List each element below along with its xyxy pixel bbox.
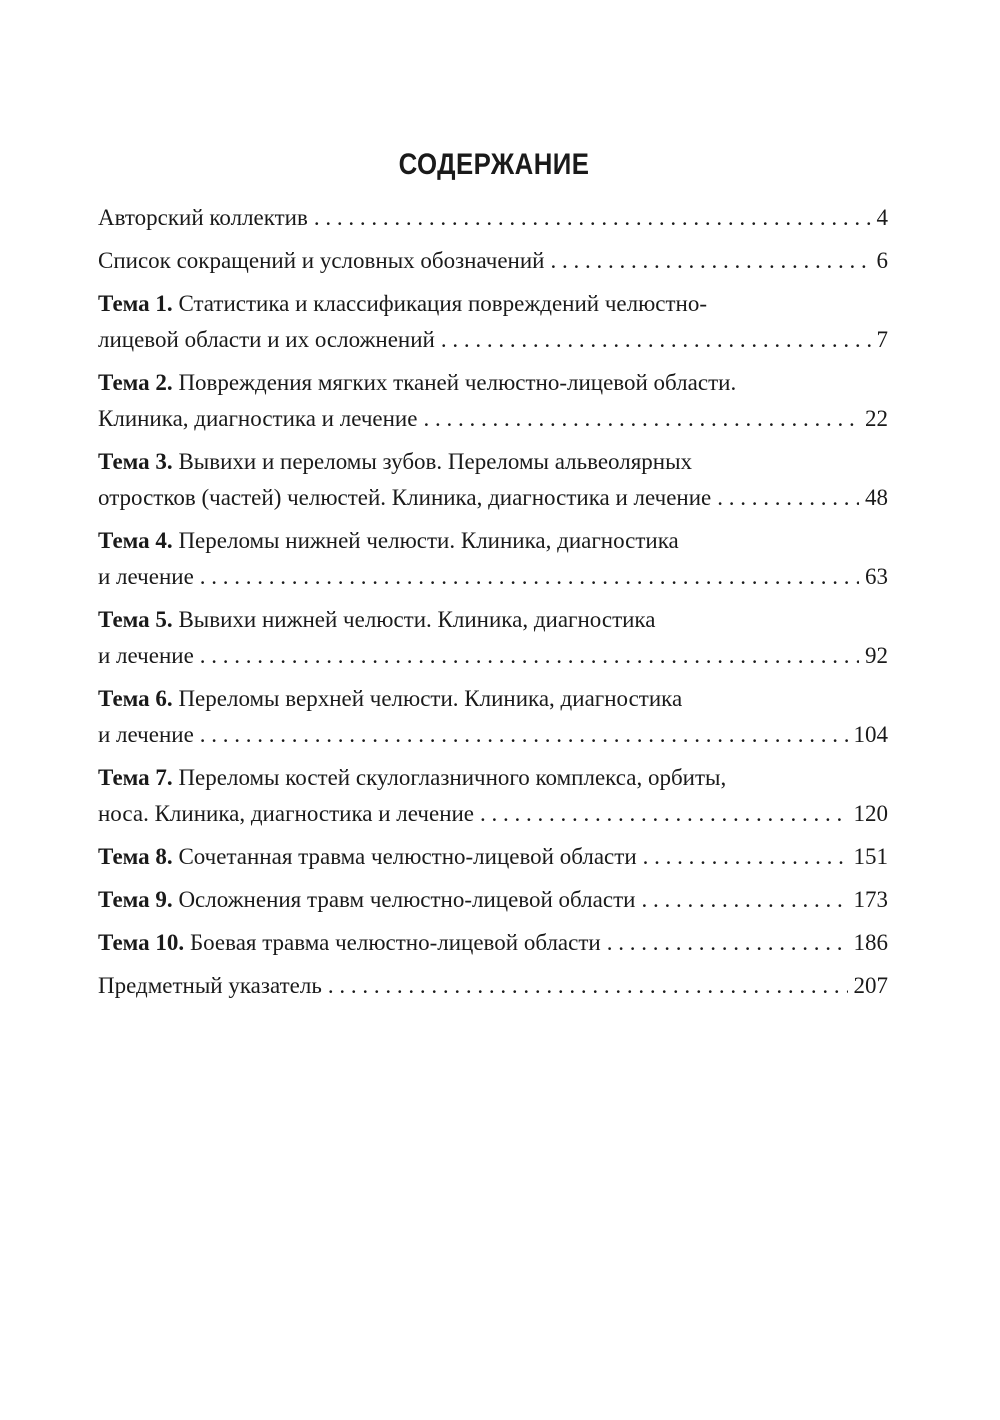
toc-entry-title: Статистика и классификация повреждений челюстно- bbox=[172, 291, 707, 316]
dot-leader bbox=[328, 968, 848, 1004]
toc-topic-label: Тема 8. bbox=[98, 844, 173, 869]
toc-page-number: 6 bbox=[876, 248, 888, 273]
toc-page-number: 63 bbox=[865, 564, 888, 589]
toc-entry-title: Вывихи нижней челюсти. Клиника, диагностика bbox=[172, 607, 656, 632]
dot-leader bbox=[717, 480, 859, 516]
toc-page-number: 22 bbox=[865, 406, 888, 431]
dot-leader bbox=[200, 638, 859, 674]
toc-entry[interactable] bbox=[98, 444, 888, 516]
toc-entry-title-continued: носа. Клиника, диагностика и лечение bbox=[98, 801, 475, 826]
toc-entry[interactable] bbox=[98, 839, 888, 875]
toc-topic-label: Тема 9. bbox=[98, 887, 173, 912]
toc-entry[interactable] bbox=[98, 760, 888, 832]
toc-entry-title: Сочетанная травма челюстно-лицевой области bbox=[172, 844, 637, 869]
toc-entry-title: Переломы нижней челюсти. Клиника, диагностика bbox=[172, 528, 679, 553]
dot-leader bbox=[423, 401, 859, 437]
toc-page-number: 92 bbox=[865, 643, 888, 668]
toc-entry-title: Переломы верхней челюсти. Клиника, диагностика bbox=[172, 686, 683, 711]
toc-entry[interactable] bbox=[98, 968, 888, 1004]
toc-page-number: 7 bbox=[876, 327, 888, 352]
toc-page-number: 207 bbox=[853, 973, 888, 998]
toc-topic-label: Тема 10. bbox=[98, 930, 185, 955]
toc-entry-title-continued: и лечение bbox=[98, 722, 194, 747]
toc-entry-title: Вывихи и переломы зубов. Переломы альвеолярных bbox=[172, 449, 693, 474]
page-title: СОДЕРЖАНИЕ bbox=[398, 148, 590, 181]
table-of-contents bbox=[98, 200, 888, 1004]
dot-leader bbox=[607, 925, 848, 961]
toc-entry-title: Предметный указатель bbox=[98, 973, 322, 998]
toc-entry-title-continued: отростков (частей) челюстей. Клиника, диагностика и лечение bbox=[98, 485, 712, 510]
toc-page-number: 186 bbox=[853, 930, 888, 955]
toc-page-number: 48 bbox=[865, 485, 888, 510]
toc-entry-title: Осложнения травм челюстно-лицевой области bbox=[172, 887, 636, 912]
toc-topic-label: Тема 7. bbox=[98, 765, 173, 790]
dot-leader bbox=[641, 882, 847, 918]
toc-entry-title: Переломы костей скулоглазничного комплекса, орбиты, bbox=[172, 765, 727, 790]
toc-entry[interactable] bbox=[98, 286, 888, 358]
toc-entry-title: Боевая травма челюстно-лицевой области bbox=[184, 930, 601, 955]
toc-topic-label: Тема 6. bbox=[98, 686, 173, 711]
dot-leader bbox=[200, 717, 848, 753]
dot-leader bbox=[314, 200, 871, 236]
dot-leader bbox=[480, 796, 847, 832]
toc-page-number: 173 bbox=[853, 887, 888, 912]
toc-entry-title-continued: Клиника, диагностика и лечение bbox=[98, 406, 418, 431]
toc-entry[interactable] bbox=[98, 200, 888, 236]
toc-entry[interactable] bbox=[98, 882, 888, 918]
toc-page-number: 104 bbox=[853, 722, 888, 747]
toc-entry-title: Список сокращений и условных обозначений bbox=[98, 248, 545, 273]
toc-entry-title-continued: и лечение bbox=[98, 643, 194, 668]
toc-page-number: 151 bbox=[853, 844, 888, 869]
toc-entry[interactable] bbox=[98, 602, 888, 674]
toc-topic-label: Тема 1. bbox=[98, 291, 173, 316]
dot-leader bbox=[200, 559, 859, 595]
toc-entry[interactable] bbox=[98, 243, 888, 279]
toc-topic-label: Тема 4. bbox=[98, 528, 173, 553]
toc-entry[interactable] bbox=[98, 365, 888, 437]
toc-entry-title-continued: лицевой области и их осложнений bbox=[98, 327, 435, 352]
toc-entry[interactable] bbox=[98, 681, 888, 753]
toc-page-number: 120 bbox=[853, 801, 888, 826]
dot-leader bbox=[643, 839, 848, 875]
toc-entry[interactable] bbox=[98, 523, 888, 595]
toc-page-number: 4 bbox=[876, 205, 888, 230]
dot-leader bbox=[441, 322, 871, 358]
toc-topic-label: Тема 3. bbox=[98, 449, 173, 474]
toc-entry-title-continued: и лечение bbox=[98, 564, 194, 589]
toc-entry-title: Авторский коллектив bbox=[98, 205, 308, 230]
toc-topic-label: Тема 2. bbox=[98, 370, 173, 395]
toc-topic-label: Тема 5. bbox=[98, 607, 173, 632]
toc-entry-title: Повреждения мягких тканей челюстно-лицевой области. bbox=[172, 370, 737, 395]
toc-entry[interactable] bbox=[98, 925, 888, 961]
dot-leader bbox=[550, 243, 870, 279]
